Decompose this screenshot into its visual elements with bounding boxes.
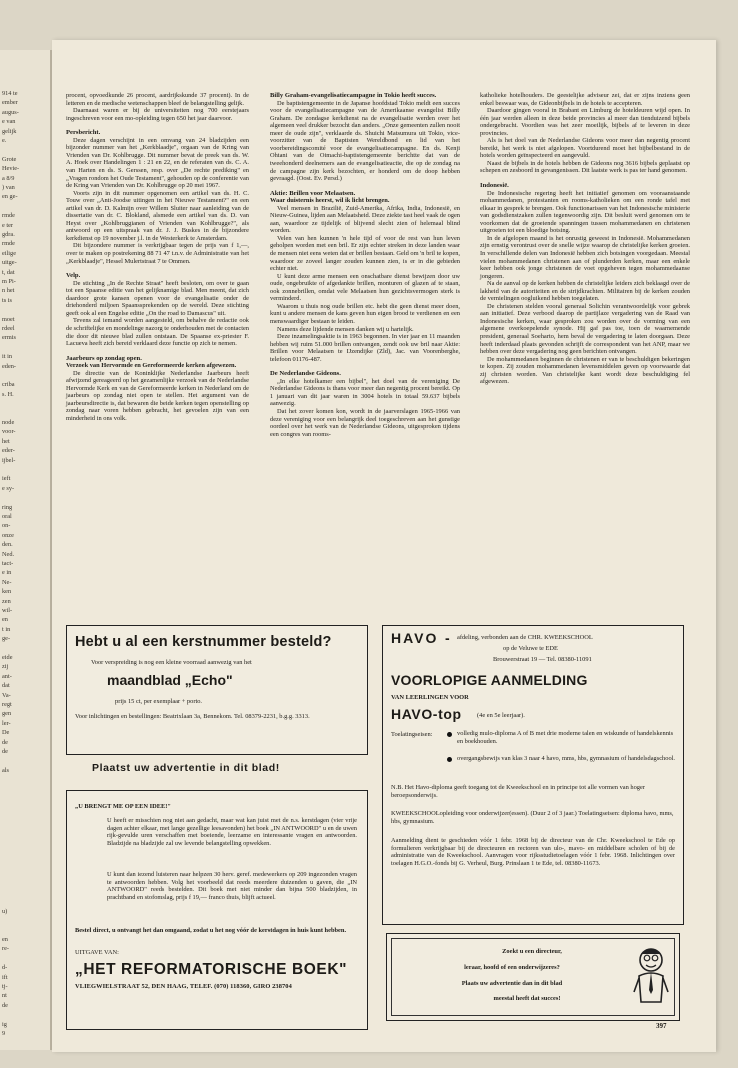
previous-page-fragment: en	[2, 616, 8, 624]
page-number: 397	[656, 1022, 667, 1030]
previous-page-fragment: de	[2, 738, 8, 746]
previous-page-fragment: e in	[2, 569, 12, 577]
ad-havo	[382, 625, 684, 925]
section-heading: Indonesië.	[480, 182, 509, 190]
previous-page-fragment: a 8/9	[2, 174, 15, 182]
previous-page-fragment: als	[2, 766, 9, 774]
paragraph: Voorts zijn in dit nummer opgenomen een artikel van ds. H. C. Touw over „Anti-Joodse uitingen in het Nieuwe Testament?" en een artikel van dr. D. Kalmijn over Willem Sluiter naar aanleiding van de dissertatie van dr. C. Blokland, alsmede een artikel van ds. D. van Heyst over „Kohlbruggianen of Vrienden van Kohlbrugge?", als antwoord op een uitspraak van dr. J. J. Buskes in de bijzondere kerkdienst op 19 november j.l. in de Westerkerk te Amsterdam.	[66, 189, 249, 242]
paragraph: Na de aanval op de kerken hebben de christelijke leiders zich beklaagd over de lakheid van de autoriteiten en de strijdkrachten. Militairen bij de kerken zouden de vernielingen oogluikend hebben toegelaten.	[480, 280, 690, 303]
ad-contact: Voor inlichtingen en bestellingen: Beatrixlaan 3a, Bennekom. Tel. 08379-2231, b.g.g. 3313.	[75, 713, 310, 720]
ad-line: leraar, hoofd of een onderwijzeres?	[464, 964, 560, 971]
previous-page-fragment: den.	[2, 541, 13, 549]
ad-plaatst-banner: Plaatst uw advertentie in dit blad!	[92, 762, 280, 774]
ad-in-antwoord	[66, 790, 368, 1030]
ad-address: Brouwerstraat 19 — Tel. 08380-11091	[493, 656, 592, 663]
havo-dash: -	[445, 630, 450, 646]
ad-headline: VOORLOPIGE AANMELDING	[391, 672, 588, 688]
previous-page-fragment: rmde	[2, 212, 15, 220]
previous-page-fragment: en ge-	[2, 193, 18, 201]
ad-bullet: volledig mulo-diploma A of B met drie moderne talen en wiskunde of handelskennis en boekhouden.	[457, 730, 674, 745]
paragraph: katholieke hotelhouders. De geestelijke adviseur zei, dat er zijns inziens geen enkel beswaar was, de Gideonbijbels in de hotels te accepteren.	[480, 92, 690, 107]
previous-page-fragment: tj-	[2, 983, 8, 990]
previous-page-fragment: re-	[2, 945, 9, 953]
ad-cta: Bestel direct, u ontvangt het dan omgaand, zodat u het nog vóór de kerstdagen in huis kunt hebben.	[75, 927, 347, 934]
paragraph: Velen van hen kunnen 'n hele tijd of voor de rest van hun leven geholpen worden met een bril. Er zijn echter streken in deze landen waar de mensen niet eens weten dat er brillen bestaan. Geld om 'n bril te kopen, waardoor ze zoveel langer zouden kunnen zien, is er in die gebieden echter niet.	[270, 234, 460, 273]
paragraph: Daardoor gingen vooral in Brabant en Limburg de hoteldeuren wijd open. In één jaar werden alleen in deze beide provincies al meer dan tienduizend bijbels ondergebracht. Voordien was het zeer moeilijk, bijbels af te leveren in deze provincies.	[480, 107, 690, 137]
ad-bullet: overgangsbewijs van klas 3 naar 4 havo, mms, hbs, gymnasium of handelsdagschool.	[457, 755, 676, 762]
previous-page-fragment: s. H.	[2, 390, 14, 398]
ad-note: (4e en 5e leerjaar).	[477, 712, 525, 719]
previous-page-fragment: d-	[2, 964, 8, 972]
previous-page-fragment: e ter	[2, 221, 14, 229]
previous-page-fragment: 9	[2, 1030, 6, 1037]
previous-page-fragment: en	[2, 936, 8, 943]
ad-body: U heeft er misschien nog niet aan gedacht, maar wat kan juist met de n.s. kerstdagen (vier vrije dagen achter elkaar, met lange gezellige leesavonden) het boek „IN ANTWOORD" u en de uwen rijk-gevulde uren verschaffen met boeiende, leerzame en interessante vragen en antwoorden. Bladzijde na bladzijde zal uw levende belangstelling opwekken.	[107, 817, 357, 847]
paragraph: Als is het doel van de Nederlandse Gideons voor meer dan negentig procent bereikt, het werk is niet afgelopen. Voortdurend moet het bijbelbestand in de hotels worden geïnspecteerd en aangevuld.	[480, 137, 690, 160]
previous-page-fragment: wil-	[2, 607, 13, 614]
column-2	[270, 92, 460, 438]
section-subheading: Verzoek van Hervormde en Gereformeerde kerken afgewezen.	[66, 362, 237, 370]
paragraph: U kunt deze arme mensen een onschatbare dienst bewijzen door uw oude, ongebruikte of afgedankte brillen, monturen of glazen af te staan, ook zonnebrillen, omdat vele Melaatsen hun gezichtsvermogen sterk is verminderd.	[270, 272, 460, 303]
paragraph: Waarom u thuis nog oude brillen etc. hebt die geen dienst meer doen, kunt u andere mensen de kans geven hun eigen brood te verdienen en een menswaardiger bestaan te leiden.	[270, 302, 460, 325]
paragraph: Tevens zal iemand worden aangesteld, om behalve de redactie ook de schriftelijke en mondelinge nazorg te onderhouden met de contacten die door dit nieuwe blad zullen ontstaan. De Spaanse ex-priester F. Lacueva heeft zich bereid verklaard deze functie op zich te nemen.	[66, 317, 249, 348]
previous-page-fragment: tact-	[2, 560, 14, 567]
previous-page-fragment: n het	[2, 287, 15, 295]
ad-publisher-label: UITGAVE VAN:	[75, 949, 119, 956]
previous-page-fragment: oral	[2, 513, 12, 520]
ad-text: Voor verspreiding is nog een kleine voorraad aanwezig van het	[91, 659, 252, 666]
paragraph: De directie van de Koninklijke Nederlandse Jaarbeurs heeft afwijzend gereageerd op het gezamenlijke verzoek van de Nederlandse Hervormde Kerk en van de Gereformeerde kerken in Nederland om de jaarbeurs op zondag niet open te stellen. Het argument van de jaarbeursdirectie is, dat bewaren die beide kerken tegen openstelling op zondag naar voren hebben gebracht, het gevoelen zijn van een minderheid in ons volk.	[66, 369, 249, 423]
paragraph: Daarnaast waren er bij de universiteiten nog 700 eerstejaars ingeschreven voor een mo-opleiding tegen 650 het jaar daarvoor.	[66, 107, 249, 122]
paragraph: „In elke hotelkamer een bijbel", het doel van de vereniging De Nederlandse Gideons is thans voor meer dan negentig procent bereikt. Op 1 januari van dit jaar waren in 3004 hotels in totaal 59.637 bijbels aanwezig.	[270, 377, 460, 408]
previous-page-fragment: zen	[2, 597, 11, 605]
ad-price: prijs 15 ct, per exemplaar + porto.	[115, 698, 203, 705]
previous-page-fragment: on-	[2, 522, 11, 530]
ad-note: N.B. Het Havo-diploma geeft toegang tot de Kweekschool en in principe tot alle vormen van hoger beroepsonderwijs.	[391, 784, 645, 799]
previous-page-fragment: het	[2, 437, 10, 445]
previous-page-fragment: ig	[2, 1020, 7, 1028]
previous-page-fragment: eden-	[2, 362, 16, 370]
previous-page-fragment: onze	[2, 531, 14, 539]
paragraph: De stichting „In de Rechte Straat" heeft besloten, om over te gaan tot een Spaanse editie van het gelijknamige blad. Men meent, dat zich daardoor grote kansen openen voor de evangelisatie onder de driehonderd miljoen Spaanssprekenden op de wereld. Deze stichting geeft ook al een Engelse editie „On the road to Damascus" uit.	[66, 279, 249, 317]
previous-page-fragment: ring	[2, 503, 13, 511]
previous-page-fragment: ge-	[2, 635, 11, 643]
bullet-dot	[447, 757, 452, 762]
paragraph: De mohammedanen beginnen de christenen er van te beschuldigen bekeringen te kopen. Zij zouden mohammedanen levensmiddelen geven op voorwaarde dat zij christen worden. Van christelijke kant wordt deze beschuldiging fel afgewezen.	[480, 355, 690, 386]
paragraph: procent, opvoedkunde 26 procent, aardrijkskunde 37 procent). In de letteren en de medische wetenschappen bleef de belangstelling gelijk.	[66, 92, 249, 107]
previous-page-fragment: de	[2, 1001, 8, 1009]
previous-page-fragment: ift	[2, 973, 8, 981]
havo-logo: HAVO	[391, 630, 439, 646]
previous-page-fragment: e.	[2, 137, 7, 144]
previous-page-fragment: voor-	[2, 428, 16, 436]
previous-page-fragment: zij	[2, 663, 9, 671]
column-1	[66, 92, 249, 423]
previous-page-fragment: Hevie-	[2, 165, 20, 173]
previous-page-fragment: e van	[2, 118, 16, 126]
previous-page-fragment: Ned.	[2, 550, 15, 558]
ad-headline: Hebt u al een kerstnummer besteld?	[75, 634, 332, 650]
cartoon-man-icon	[633, 946, 669, 1006]
previous-page-fragment: rmde	[2, 240, 15, 248]
ad-label: Toelatingseisen:	[391, 731, 433, 738]
previous-page-fragment: ant-	[2, 672, 12, 680]
paragraph: Dit bijzondere nummer is verkrijgbaar tegen de prijs van f 1,—, over te maken op postrekening 88 71 47 t.n.v. de Administratie van het „Kerkblaadje", Hessel Mulertstraat 7 te Ommen.	[66, 242, 249, 265]
column-3	[480, 92, 690, 386]
previous-page-fragment: ) van	[2, 184, 15, 191]
ad-kerstnummer	[66, 625, 368, 755]
previous-page-fragment: m Pi-	[2, 278, 16, 285]
paragraph: Namens deze lijdende mensen danken wij u hartelijk.	[277, 325, 414, 333]
previous-page-fragment: dat	[2, 682, 10, 690]
ad-text: KWEEKSCHOOLopleiding voor onderwijzer(essen). (Duur 2 of 3 jaar.) Toelatingseisen: diploma havo, mms, hbs, gymnasium.	[391, 810, 674, 825]
previous-page-fragment: regt	[2, 701, 12, 708]
previous-page-fragment: t in	[2, 625, 11, 633]
bullet-dot	[447, 732, 452, 737]
ad-title: maandblad „Echo"	[107, 672, 233, 688]
paragraph: Veel mensen in Brazilië, Zuid-Amerika, Afrika, India, Indonesië, en Nieuw-Guinea, lijden aan Melaatsheid. Deze ziekte tast heel vaak de ogen aan, waardoor ze tijdelijk of blijvend slecht zien of helemaal blind worden.	[270, 204, 460, 235]
section-heading: Velp.	[66, 272, 81, 280]
section-heading: Aktie: Brillen voor Melaatsen.	[270, 189, 356, 197]
ad-text: Aanmelding dient te geschieden vóór 1 febr. 1968 bij de directeur van de Chr. Kweekschool te Ede op formulieren verkrijgbaar bij de directeuren en rectoren van ulo-, mavo- en middelbare scholen of bij de administratie van de Kweekschool. Aanvragen voor rijksstudietoelagen vóór 1 febr. 1968. Inlichtingen over toelagen H.G.O.-fonds bij G. Verheul, Burg. Prinslaan 1 te Ede, tel. 08380-11673.	[391, 837, 675, 867]
previous-page-fragment: Va-	[2, 691, 11, 699]
previous-page-fragment: rdeel	[2, 325, 15, 332]
previous-page-fragment: criba	[2, 381, 15, 389]
previous-page-fragment: u)	[2, 907, 8, 915]
section-heading: Jaarbeurs op zondag open.	[66, 354, 142, 362]
ad-subhead: VAN LEERLINGEN VOOR	[391, 694, 469, 701]
previous-page-fragment: ken	[2, 588, 12, 596]
previous-page-fragment: moet	[2, 315, 15, 323]
previous-page-fragment: gdra.	[2, 231, 15, 238]
ad-address: VLIEGWIELSTRAAT 52, DEN HAAG, TELEF. (070) 118360, GIRO 238704	[75, 983, 292, 990]
previous-page-fragment: Ne-	[2, 578, 12, 586]
previous-page-fragment: Grote	[2, 155, 17, 163]
paragraph: Deze dagen verschijnt in een omvang van 24 bladzijden een bijzonder nummer van het „Kerkblaadje", orgaan van de Kring van Vrienden van Dr. Kohlbrugge. Dit nummer bevat de preek van ds. W. A. Hoek over Handelingen 1 : 21 en 22, en de referaten van ds. C. A. van Harten en ds. S. Gerssen, resp. over „De rechte prediking" en „Vragen rondom het Oude Testament", gehouden op de conferentie van de Kring van Vrienden van Dr. Kohlbrugge op 20 mei 1967.	[66, 136, 249, 190]
paragraph: Naast de bijbels in de hotels hebben de Gideons nog 3616 bijbels geplaatst op schepen en zesboord in gevangenissen. Dit laatste werk is pas ter hand genomen.	[480, 159, 690, 175]
previous-page-fragment: it in	[2, 353, 12, 361]
ad-directeur	[386, 933, 680, 1021]
paragraph: In de afgelopen maand is het onrustig geweest in Indonesië. Mohammedanen zijn ernstig verontrust over de snelle wijze waarop de christelijke kerken groeien. In verschillende delen van Indonesië hebben zich botsingen voorgedaan. Meestal vielen mohammedanen christenen aan of plunderden kerken, maar een enkele keer hebben ook jonge christenen de voet opgeheven tegen mohammedaanse jongeren.	[480, 234, 690, 280]
previous-page-fragment: De	[2, 729, 10, 737]
ad-text: afdeling, verbonden aan de CHR. KWEEKSCHOOL	[457, 634, 593, 641]
previous-page-fragment: node	[2, 419, 15, 426]
section-subheading: Waar duisternis heerst, wil ik licht brengen.	[270, 197, 390, 205]
newspaper-page	[52, 40, 716, 1052]
ad-line: Plaats uw advertentie dan in dit blad	[461, 980, 563, 987]
previous-page-fragment: gen	[2, 710, 12, 718]
previous-page-fragment: nt	[2, 992, 7, 1000]
previous-page-fragment: e sy-	[2, 484, 15, 492]
paragraph: De baptistengemeente in de Japanse hoofdstad Tokio meldt een succes voor de evangelisatiecampagne van de Amerikaanse evangelist Billy Graham. De zondagse kerkdienst na de evangelisatie werden over het algemeen veel drukker bezocht dan anders. „Onze gemeenten zullen nooit meer de oude zijn", verklaarde ds. Shuichi Matsumura uit Tokio, vice-voorzitter van de Baptisten Wereldbond en lid van het voorbereidingscomité voor de evangelisatiecampagne. En ds. Kenji Ohtani van de Oimachi-baptistengemeente berichtte dat van de tweehonderd deelnemers aan de evangelisatieactie, die op de zondag na de campagne zijn kerk bezochten, er honderd om de doop hebben gevraagd. (Oost. Ev. Persd.)	[270, 99, 460, 183]
previous-page-fragment: eder-	[2, 447, 15, 455]
havo-top-title: HAVO-top	[391, 706, 462, 722]
previous-page-fragment: ler-	[2, 719, 11, 727]
previous-page-fragment: uitge-	[2, 259, 17, 267]
section-heading: Persbericht.	[66, 129, 101, 137]
section-heading: Billy Graham-evangelisatiecampagne in Tokio heeft succes.	[270, 92, 437, 99]
paragraph: Deze inzamelingsaktie is in 1963 begonnen. In vier jaar en 11 maanden hebben wij ruim 51.000 brillen ontvangen, zendt ook uw bril naar Aktie: Brillen voor Melaatsen te IJzendijke (Zld), Jac. van Voorenberghe, telefoon 01176-487.	[270, 333, 460, 363]
ad-text: op de Veluwe te EDE	[503, 645, 558, 652]
previous-page-fragment: eide	[2, 654, 13, 661]
previous-page-fragment: ember	[2, 99, 18, 107]
ad-headline: „U BRENGT ME OP EEN IDEE!"	[75, 803, 171, 810]
previous-page-fragment: augus-	[2, 108, 19, 116]
previous-page-fragment: de	[2, 748, 8, 755]
ad-publisher: „HET REFORMATORISCHE BOEK"	[75, 961, 348, 978]
paragraph: De christenen stelden vooral generaal Solichin verantwoordelijk voor gebrek aan initiatief. Deze verbood daarop de partijlaze vergadering van de Raad van Indonesische kerken, waar gesproken zou worden over de vorming van een algemene overkoepelende synode. Hij gaf pas toe, toen de waarnemende president, generaal Soeharto, hem beval de vergadering te laten doorgaan. Deze heeft inderdaad plaats gevonden schrijft de correspondent van het ANP, maar we hebben over deze vergadering nog geen berichten ontvangen.	[480, 302, 690, 356]
previous-page-fragment: gelijk	[2, 127, 17, 135]
previous-page-edge	[0, 50, 52, 1050]
previous-page-fragment: ts is	[2, 296, 12, 304]
previous-page-fragment: ieft	[2, 475, 11, 483]
ad-body: U kunt dan iezend luisteren naar helpzen 30 herv. geref. medewerkers op 209 ingezonden vragen te antwoorden hebben. Volg het voorbeeld dat reeds meerdere duizenden u gaven, die „IN ANTWOORD" reeds bestelden. Dit boek met niet minder dan bijna 500 bladzijden, in prachtband en stofomslag, prijs f 19,— franco thuis, blijft actueel.	[107, 871, 357, 901]
previous-page-fragment: eilige	[2, 249, 16, 257]
previous-page-fragment: ijbel-	[2, 456, 16, 464]
previous-page-fragment: 914 te	[2, 90, 18, 97]
ad-line: meestal heeft dat succes!	[493, 995, 561, 1002]
previous-page-fragment: ermis	[2, 334, 16, 342]
section-heading: De Nederlandse Gideons.	[270, 370, 341, 378]
previous-page-fragment: t, dat	[2, 268, 15, 276]
paragraph: Dat het zover komen kon, wordt in de jaarverslagen 1965-1966 van deze vereniging voor een belangrijk deel toegeschreven aan het gunstige oordeel over het werk van de Nederlandse Gideons, uitgesproken tijdens een congres van rooms-	[270, 408, 460, 438]
ad-line: Zoekt u een directeur,	[502, 948, 562, 955]
paragraph: De Indonesische regering heeft het initiatief genomen om vooraanstaande mohammedanen, protestanten en rooms-katholieken om een ronde tafel met elkaar in gesprek te brengen. Ook functionarissen van het Indonesische ministerie van godsdienstzaken zullen tegenwoordig zijn. Dit besluit werd genomen om te voorkomen dat de groeiende spanningen tussen mohammedanen en christenen uitgroeien tot een bloedige botsing.	[480, 189, 690, 235]
